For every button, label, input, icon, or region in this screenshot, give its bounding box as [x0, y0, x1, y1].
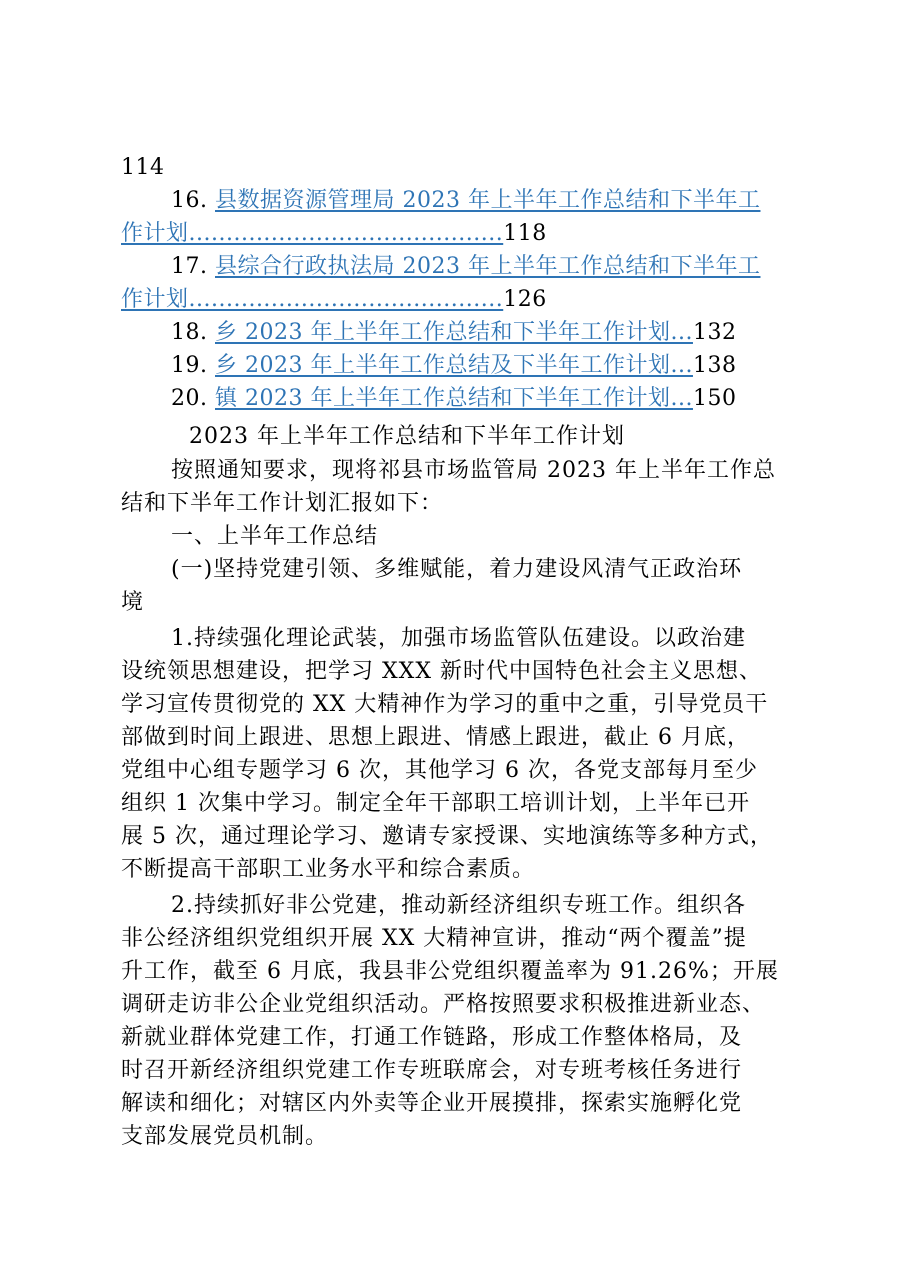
toc-entry-link[interactable]: 乡 2023 年上半年工作总结和下半年工作计划... [215, 320, 693, 345]
paragraph-1-line: 学习宣传贯彻党的 XX 大精神作为学习的重中之重，引导党员干 [121, 692, 769, 717]
toc-entry-16-continued[interactable] [121, 217, 547, 251]
toc-entry-link-continued[interactable]: 作计划.......................................... [121, 221, 504, 246]
subsection-heading: (一)坚持党建引领、多维赋能，着力建设风清气正政治环 [171, 557, 743, 582]
paragraph-2-line: 调研走访非公企业党组织活动。严格按照要求积极推进新业态、 [121, 992, 766, 1017]
paragraph-2-line: 时召开新经济组织党建工作专班联席会，对专班考核任务进行 [121, 1058, 743, 1083]
toc-entry-link[interactable]: 县数据资源管理局 2023 年上半年工作总结和下半年工 [215, 188, 761, 213]
subsection-heading-continued: 境 [121, 590, 145, 615]
toc-page-number: 138 [692, 353, 737, 378]
paragraph-2-line: 升工作，截至 6 月底，我县非公党组织覆盖率为 91.26%；开展 [121, 959, 779, 984]
toc-entry-number: 17. [171, 254, 208, 279]
toc-carry-page-number: 114 [121, 155, 165, 180]
section-heading: 一、上半年工作总结 [171, 524, 379, 549]
paragraph-1-line: 不断提高干部职工业务水平和综合素质。 [121, 857, 536, 882]
toc-entry-17-continued[interactable] [121, 283, 547, 317]
toc-entry-number: 20. [171, 386, 208, 411]
toc-entry-link[interactable]: 县综合行政执法局 2023 年上半年工作总结和下半年工 [215, 254, 761, 279]
toc-entry-19[interactable] [171, 349, 736, 383]
intro-line: 结和下半年工作计划汇报如下： [121, 491, 444, 516]
paragraph-1-line: 部做到时间上跟进、思想上跟进、情感上跟进，截止 6 月底， [121, 725, 750, 750]
toc-entry-number: 16. [171, 188, 208, 213]
toc-page-number: 126 [503, 287, 547, 312]
paragraph-1-line: 展 5 次，通过理论学习、邀请专家授课、实地演练等多种方式， [121, 824, 773, 849]
toc-entry-link[interactable]: 乡 2023 年上半年工作总结及下半年工作计划... [215, 353, 693, 378]
paragraph-1-line: 党组中心组专题学习 6 次，其他学习 6 次，各党支部每月至少 [121, 758, 758, 783]
toc-entry-link-continued[interactable]: 作计划.......................................... [121, 287, 504, 312]
paragraph-2-line: 新就业群体党建工作，打通工作链路，形成工作整体格局，及 [121, 1025, 743, 1050]
toc-entry-16[interactable] [171, 184, 760, 218]
toc-page-number: 132 [692, 320, 737, 345]
toc-entry-number: 19. [171, 353, 208, 378]
toc-page-number: 118 [503, 221, 547, 246]
intro-line: 按照通知要求，现将祁县市场监管局 2023 年上半年工作总 [171, 458, 776, 483]
paragraph-2-line: 解读和细化；对辖区内外卖等企业开展摸排，探索实施孵化党 [121, 1091, 743, 1116]
toc-page-number: 150 [692, 386, 737, 411]
toc-entry-17[interactable] [171, 250, 760, 284]
paragraph-2-line: 非公经济组织党组织开展 XX 大精神宣讲，推动“两个覆盖”提 [121, 926, 747, 951]
paragraph-1-line: 1.持续强化理论武装，加强市场监管队伍建设。以政治建 [171, 626, 746, 651]
toc-entry-link[interactable]: 镇 2023 年上半年工作总结和下半年工作计划... [215, 386, 693, 411]
toc-entry-20[interactable] [171, 382, 736, 416]
paragraph-1-line: 设统领思想建设，把学习 XXX 新时代中国特色社会主义思想、 [121, 659, 762, 684]
paragraph-2-line: 支部发展党员机制。 [121, 1124, 329, 1149]
toc-entry-number: 18. [171, 320, 208, 345]
paragraph-2-line: 2.持续抓好非公党建，推动新经济组织专班工作。组织各 [171, 893, 746, 918]
document-title: 2023 年上半年工作总结和下半年工作计划 [189, 424, 625, 449]
paragraph-1-line: 组织 1 次集中学习。制定全年干部职工培训计划，上半年已开 [121, 791, 750, 816]
toc-entry-18[interactable] [171, 316, 736, 350]
